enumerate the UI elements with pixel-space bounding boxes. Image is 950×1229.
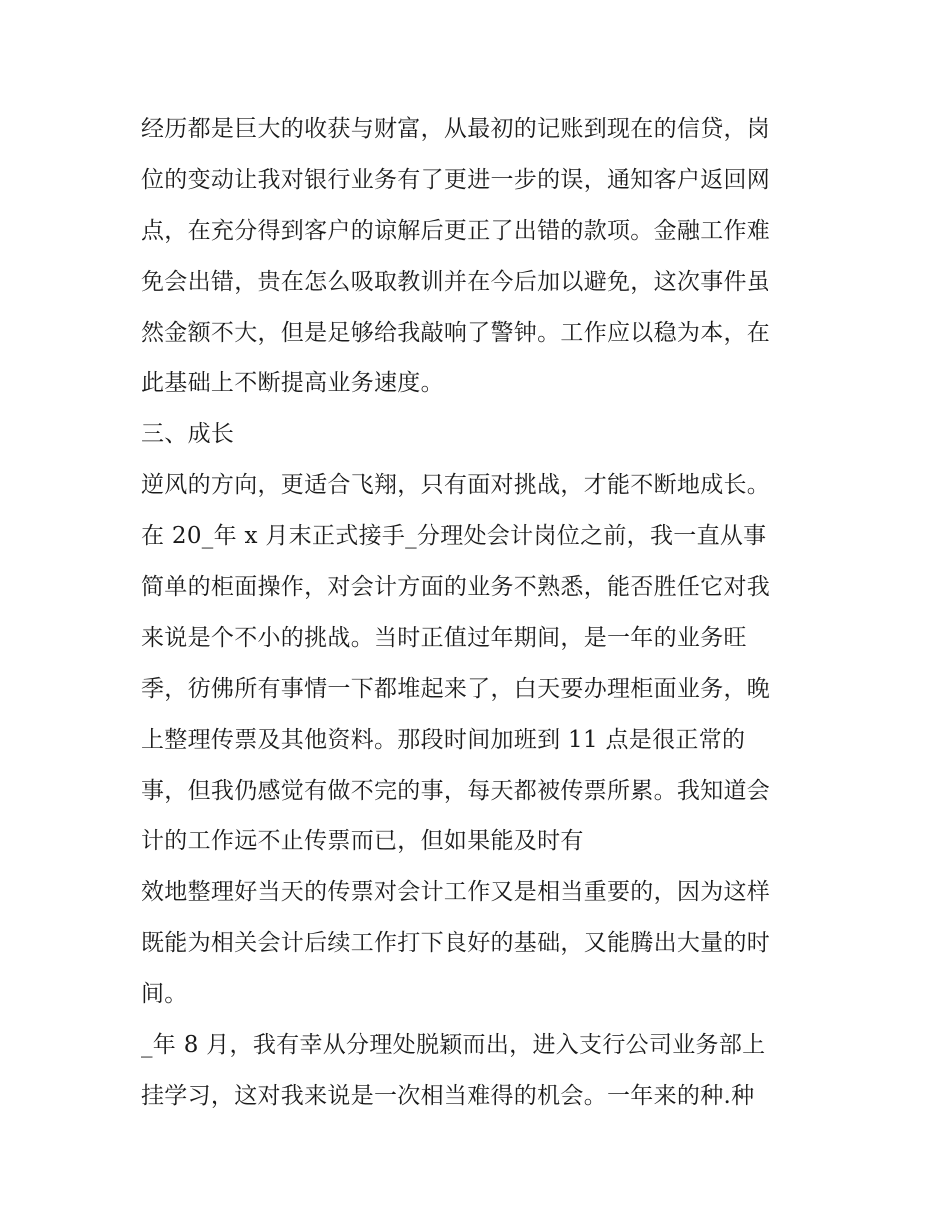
text-line: 既能为相关会计后续工作打下良好的基础，又能腾出大量的时 bbox=[141, 930, 771, 957]
text-line: 免会出错，贵在怎么吸取教训并在今后加以避免，这次事件虽 bbox=[141, 268, 771, 295]
text-line: 事，但我仍感觉有做不完的事，每天都被传票所累。我知道会 bbox=[141, 777, 771, 804]
text-line: _年 8 月，我有幸从分理处脱颖而出，进入支行公司业务部上 bbox=[141, 1032, 766, 1059]
text-line: 在 20_年 x 月末正式接手_分理处会计岗位之前，我一直从事 bbox=[141, 523, 767, 550]
text-line: 然金额不大，但是足够给我敲响了警钟。工作应以稳为本，在 bbox=[141, 319, 771, 346]
text-line: 挂学习，这对我来说是一次相当难得的机会。一年来的种.种 bbox=[141, 1082, 755, 1109]
text-line: 位的变动让我对银行业务有了更进一步的误，通知客户返回网 bbox=[141, 166, 771, 193]
text-line: 计的工作远不止传票而已，但如果能及时有 bbox=[141, 828, 584, 855]
text-line: 上整理传票及其他资料。那段时间加班到 11 点是很正常的 bbox=[141, 726, 746, 753]
text-line: 效地整理好当天的传票对会计工作又是相当重要的，因为这样 bbox=[141, 879, 771, 906]
body-text bbox=[141, 104, 821, 1122]
text-line: 此基础上不断提高业务速度。 bbox=[141, 370, 444, 397]
text-line: 间。 bbox=[141, 981, 188, 1008]
text-line: 季，彷佛所有事情一下都堆起来了，白天要办理柜面业务，晚 bbox=[141, 675, 771, 702]
text-line: 经历都是巨大的收获与财富，从最初的记账到现在的信贷，岗 bbox=[141, 116, 771, 142]
section-heading: 三、成长 bbox=[141, 421, 235, 448]
text-line: 简单的柜面操作，对会计方面的业务不熟悉，能否胜任它对我 bbox=[141, 574, 771, 601]
text-line: 来说是个不小的挑战。当时正值过年期间，是一年的业务旺 bbox=[141, 624, 747, 651]
text-line: 点，在充分得到客户的谅解后更正了出错的款项。金融工作难 bbox=[141, 217, 771, 244]
text-line: 逆风的方向，更适合飞翔，只有面对挑战，才能不断地成长。 bbox=[141, 472, 771, 499]
